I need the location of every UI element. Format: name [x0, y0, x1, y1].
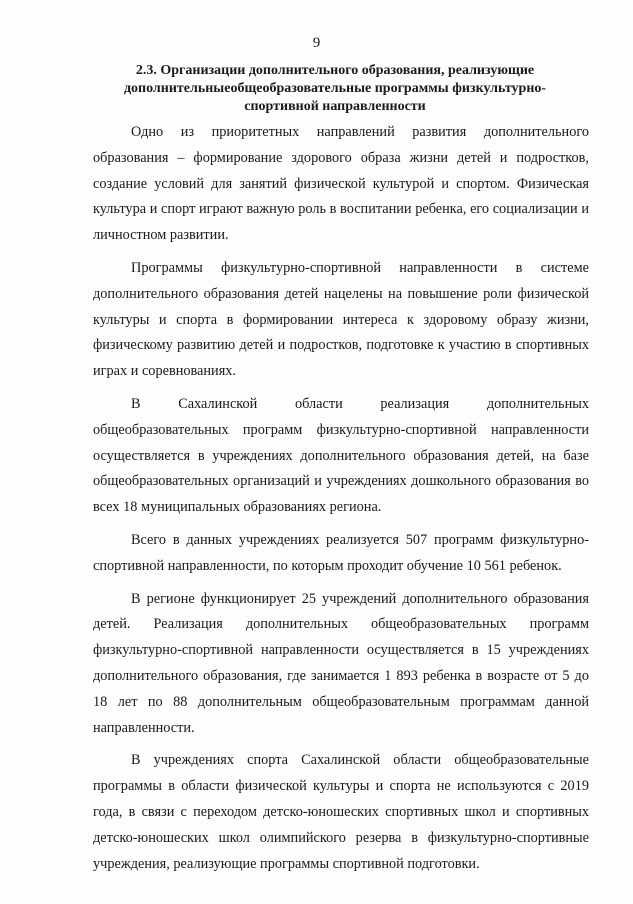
- body-text: [93, 120, 589, 884]
- paragraph: Программы физкультурно-спортивной направленности в системе дополнительного образования детей нацелены на повышение роли физической культуры и спорта в формировании интереса к здоровому образу жизни, физическому развитию детей и подростков, подготовке к участию в спортивных играх и соревнованиях.: [93, 259, 589, 380]
- paragraph: Всего в данных учреждениях реализуется 507 программ физкультурно-спортивной направленности, по которым проходит обучение 10 561 ребенок.: [93, 531, 589, 574]
- paragraph: Одно из приоритетных направлений развития дополнительного образования – формирование здорового образа жизни детей и подростков, создание условий для занятий физической культурой и спортом. Физическая культура и спорт играют важную роль в воспитании ребенка, его социализации и личностном развитии.: [93, 124, 589, 244]
- paragraph: В учреждениях спорта Сахалинской области общеобразовательные программы в области физической культуры и спорта не используются с 2019 года, в связи с переходом детско-юношеских спортивных школ и спортивных детско-юношеских школ олимпийского резерва в физкультурно-спортивные учреждения, реализующие программы спортивной подготовки.: [93, 752, 589, 872]
- paragraph: В регионе функционирует 25 учреждений дополнительного образования детей. Реализация дополнительных общеобразовательных программ физкультурно-спортивной направленности осуществляется в 15 учреждениях дополнительного образования, где занимается 1 893 ребенка в возрасте от 5 до 18 лет по 88 дополнительным общеобразовательным программам данной направленности.: [93, 590, 589, 736]
- page-number: 9: [312, 35, 321, 51]
- section-heading: 2.3. Организации дополнительного образования, реализующие дополнительныеобщеобразовательные программы физкультурно-спортивной направленности: [123, 63, 547, 114]
- paragraph: В Сахалинской области реализация дополнительных общеобразовательных программ физкультурно-спортивной направленности осуществляется в учреждениях дополнительного образования детей, на базе общеобразовательных организаций и учреждениях дошкольного образования во всех 18 муниципальных образованиях региона.: [93, 395, 589, 516]
